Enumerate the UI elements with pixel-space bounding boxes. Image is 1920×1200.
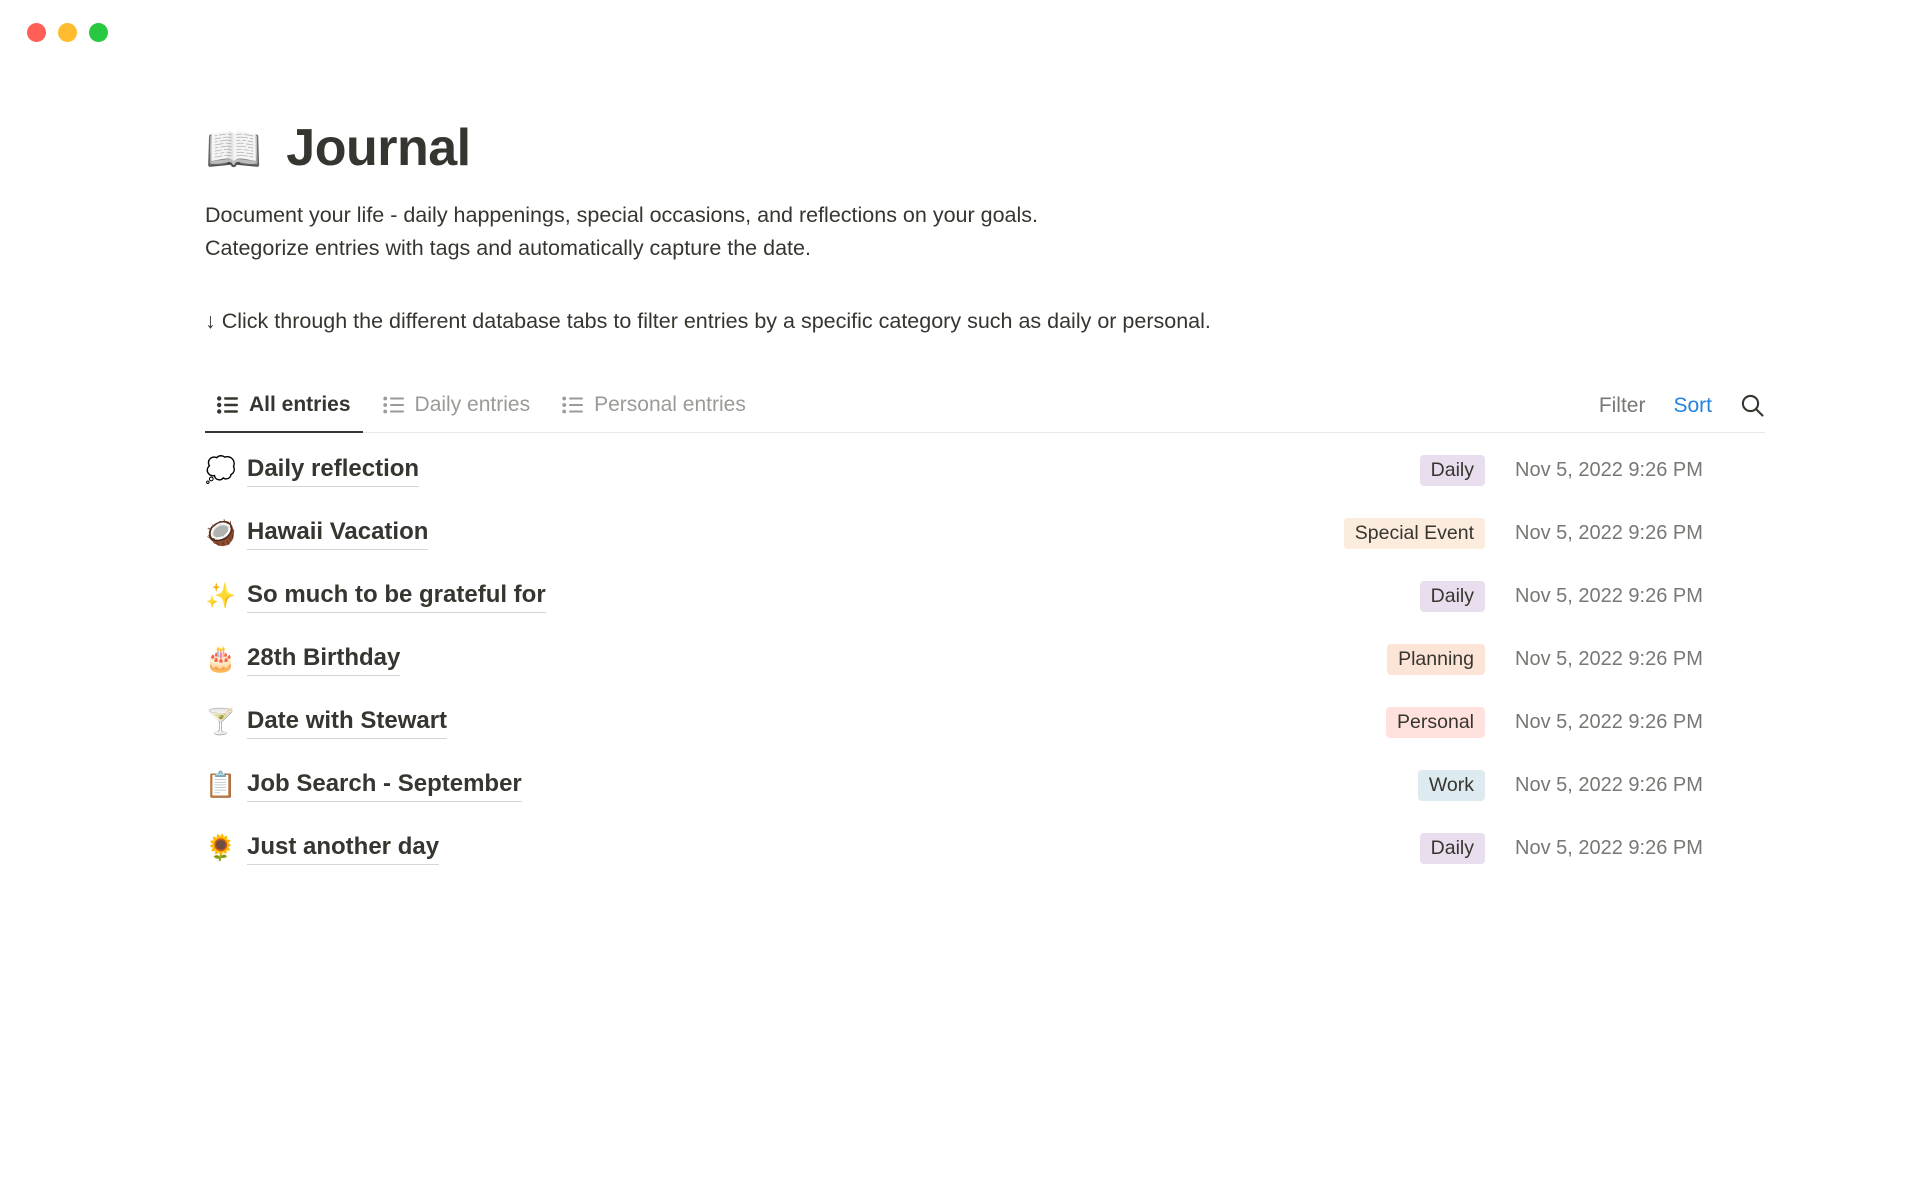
window-close-button[interactable] (27, 23, 46, 42)
status-badge[interactable]: Daily (1420, 833, 1485, 864)
entry-tag-cell (1285, 581, 1515, 612)
list-view-icon (562, 396, 584, 414)
entry-title[interactable]: Just another day (247, 833, 439, 865)
list-view-icon (217, 396, 239, 414)
entry-title[interactable]: Date with Stewart (247, 707, 447, 739)
table-row[interactable] (205, 817, 1765, 880)
table-row[interactable] (205, 502, 1765, 565)
database-tabs (205, 387, 758, 432)
status-badge[interactable]: Planning (1387, 644, 1485, 675)
entry-tag-cell (1285, 455, 1515, 486)
page-title: Journal (286, 119, 471, 177)
entry-title[interactable]: Job Search - September (247, 770, 522, 802)
tab-all-entries[interactable] (205, 387, 363, 433)
entry-date: Nov 5, 2022 9:26 PM (1515, 648, 1703, 671)
entry-title[interactable]: 28th Birthday (247, 644, 400, 676)
table-row[interactable] (205, 439, 1765, 502)
tab-label: Personal entries (594, 393, 746, 417)
status-badge[interactable]: Personal (1386, 707, 1485, 738)
list-view-icon (383, 396, 405, 414)
open-book-icon: 📖 (205, 122, 263, 175)
table-row[interactable] (205, 565, 1765, 628)
search-icon[interactable] (1740, 393, 1765, 418)
entry-tag-cell (1285, 833, 1515, 864)
entry-tag-cell (1285, 770, 1515, 801)
entry-date: Nov 5, 2022 9:26 PM (1515, 459, 1703, 482)
description-spacer (205, 265, 1765, 305)
sort-button[interactable]: Sort (1673, 393, 1712, 417)
tab-daily-entries[interactable] (371, 387, 543, 433)
table-row[interactable] (205, 754, 1765, 817)
status-badge[interactable]: Work (1418, 770, 1485, 801)
entry-icon: 📋 (205, 771, 237, 800)
entry-tag-cell (1285, 644, 1515, 675)
entry-icon: 🎂 (205, 645, 237, 674)
database-toolbar (205, 387, 1765, 433)
entry-date: Nov 5, 2022 9:26 PM (1515, 774, 1703, 797)
entry-icon: 🥥 (205, 519, 237, 548)
entry-tag-cell (1285, 707, 1515, 738)
status-badge[interactable]: Daily (1420, 455, 1485, 486)
entry-icon: 🌻 (205, 834, 237, 863)
filter-button[interactable]: Filter (1598, 393, 1646, 417)
entry-icon: 💭 (205, 456, 237, 485)
entry-title[interactable]: Hawaii Vacation (247, 518, 428, 550)
tab-personal-entries[interactable] (550, 387, 758, 433)
entry-date: Nov 5, 2022 9:26 PM (1515, 837, 1703, 860)
database-actions (1599, 393, 1765, 432)
entry-date: Nov 5, 2022 9:26 PM (1515, 711, 1703, 734)
tab-label: Daily entries (414, 393, 531, 417)
table-row[interactable] (205, 691, 1765, 754)
entries-list (205, 439, 1765, 880)
entry-icon: 🍸 (205, 708, 237, 737)
page-hint: ↓ Click through the different database tabs to filter entries by a specific category such as daily or personal. (205, 308, 1211, 333)
window-maximize-button[interactable] (89, 23, 108, 42)
page-header (205, 120, 1765, 177)
entry-date: Nov 5, 2022 9:26 PM (1515, 585, 1703, 608)
entry-date: Nov 5, 2022 9:26 PM (1515, 522, 1703, 545)
entry-title[interactable]: Daily reflection (247, 455, 419, 487)
journal-page (205, 120, 1765, 880)
entry-icon: ✨ (205, 582, 237, 611)
status-badge[interactable]: Special Event (1344, 518, 1485, 549)
entry-title[interactable]: So much to be grateful for (247, 581, 546, 613)
entry-tag-cell (1285, 518, 1515, 549)
window-controls (27, 23, 108, 42)
table-row[interactable] (205, 628, 1765, 691)
tab-label: All entries (249, 393, 351, 417)
page-description-line-2: Categorize entries with tags and automatically capture the date. (205, 235, 811, 260)
page-description-line-1: Document your life - daily happenings, special occasions, and reflections on your goals. (205, 203, 1038, 228)
status-badge[interactable]: Daily (1420, 581, 1485, 612)
window-minimize-button[interactable] (58, 23, 77, 42)
